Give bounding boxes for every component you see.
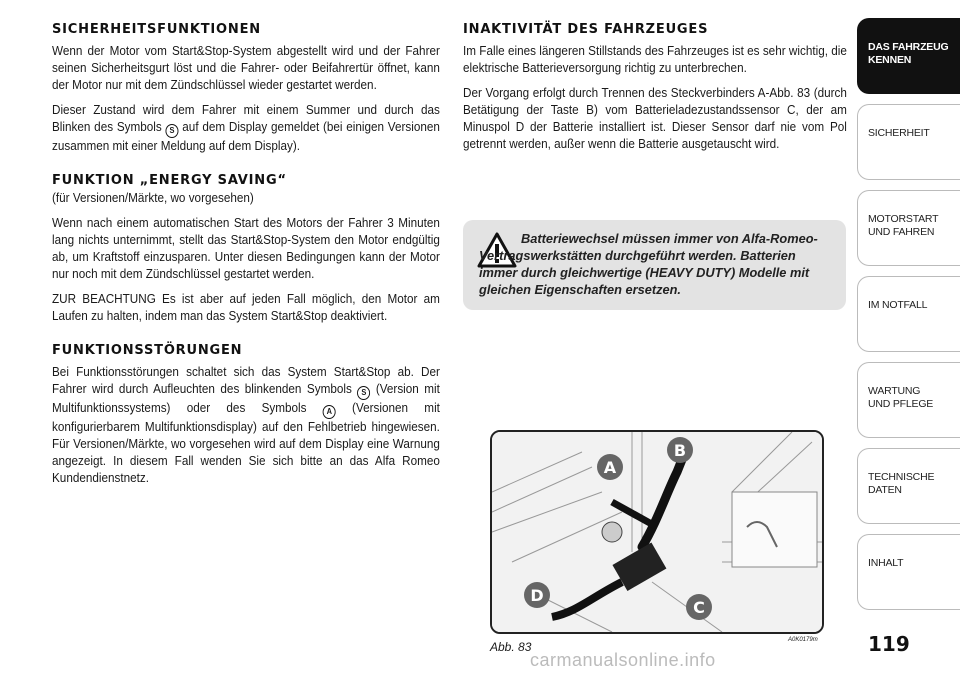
warning-box — [463, 220, 846, 310]
start-stop-symbol-icon: S — [357, 386, 370, 400]
left-column — [52, 22, 440, 495]
figure-label-b — [667, 437, 693, 463]
figure-caption: Abb. 83 — [490, 640, 532, 654]
start-stop-fault-icon: A — [323, 405, 336, 419]
tab-im-notfall[interactable]: IM NOTFALL — [857, 276, 960, 352]
right-column — [463, 22, 847, 161]
tab-inhalt[interactable]: INHALT — [857, 534, 960, 610]
tab-motorstart[interactable]: MOTORSTART UND FAHREN — [857, 190, 960, 266]
figure-code: A0K0179m — [788, 637, 818, 643]
figure-label-d — [524, 582, 550, 608]
svg-text:D: D — [530, 586, 544, 605]
paragraph: ZUR BEACHTUNG Es ist aber auf jeden Fall möglich, den Motor am Laufen zu halten, indem man das System Start&Stop deaktiviert. — [52, 292, 440, 323]
watermark: carmanualsonline.info — [530, 650, 716, 670]
subtitle: (für Versionen/Märkte, wo vorgesehen) — [52, 191, 254, 205]
battery-figure — [490, 430, 824, 634]
tab-das-fahrzeug-kennen[interactable]: DAS FAHRZEUG KENNEN — [857, 18, 960, 94]
paragraph: Bei Funktionsstörungen schaltet sich das System Start&Stop ab. Der Fahrer wird durch Aufleuchten des blinkenden Symbols S (Version mit Multifunktionssystems) oder des Symbols A (Versionen mit konfigurierbarem Multifunktionsdisplay) auf den Fehlbetrieb hingewiesen. Für Versionen/Märkte, wo vorgesehen wird auf dem Display eine Warnung angezeigt. In diesem Fall wenden Sie sich bitte an das Alfa Romeo Kundendienstnetz. — [52, 365, 440, 485]
warning-text: Batteriewechsel müssen immer von Alfa-Romeo-Vertragswerkstätten durchgeführt werden. Batterien immer durch gleichwertige (HEAVY DUTY) Modelle mit gleichen Eigenschaften ersetzen. — [479, 231, 818, 297]
svg-text:A: A — [603, 458, 617, 477]
paragraph: Wenn der Motor vom Start&Stop-System abgestellt wird und der Fahrer seinen Sicherheitsgurt löst und die Fahrer- oder Beifahrertür öffnet, kann der Motor nur mit dem Zündschlüssel wieder gestartet werden. — [52, 44, 440, 92]
svg-text:C: C — [693, 598, 705, 617]
tab-wartung[interactable]: WARTUNG UND PFLEGE — [857, 362, 960, 438]
figure-label-c — [686, 594, 712, 620]
page-number: 119 — [868, 632, 910, 656]
paragraph: Der Vorgang erfolgt durch Trennen des Steckverbinders A-Abb. 83 (durch Betätigung der Taste B) vom Batterieladezustandssensor C, der am Minuspol D der Batterie installiert ist. Dieser Sensor darf nie vom Pol getrennt werden, außer wenn die Batterie ausgetauscht wird. — [463, 86, 847, 151]
battery-illustration — [492, 432, 822, 632]
tab-sicherheit[interactable]: SICHERHEIT — [857, 104, 960, 180]
svg-text:B: B — [673, 441, 687, 460]
figure-label-a — [597, 454, 623, 480]
paragraph: Im Falle eines längeren Stillstands des Fahrzeuges ist es sehr wichtig, die elektrische Batterieversorgung richtig zu unterbrechen. — [463, 44, 847, 75]
section-title-safety: SICHERHEITSFUNKTIONEN — [52, 22, 261, 37]
tab-technische-daten[interactable]: TECHNISCHE DATEN — [857, 448, 960, 524]
start-stop-symbol-icon: S — [166, 124, 179, 138]
section-title-energy-saving: FUNKTION „ENERGY SAVING“ — [52, 173, 287, 188]
section-title-malfunctions: FUNKTIONSSTÖRUNGEN — [52, 343, 243, 358]
paragraph: Wenn nach einem automatischen Start des Motors der Fahrer 3 Minuten lang nichts unternimmt, stellt das Start&Stop-System den Motor endgültig ab, um Kraftstoff einzusparen. Unter diesen Bedingungen kann der Motor nur noch mit dem Zündschlüssel gestartet werden. — [52, 216, 440, 281]
paragraph: Dieser Zustand wird dem Fahrer mit einem Summer und durch das Blinken des Symbols S auf dem Display gemeldet (bei einigen Versionen zusammen mit einer Meldung auf dem Display). — [52, 103, 440, 153]
section-title-inactivity: INAKTIVITÄT DES FAHRZEUGES — [463, 22, 709, 37]
chapter-tabs — [857, 18, 960, 620]
